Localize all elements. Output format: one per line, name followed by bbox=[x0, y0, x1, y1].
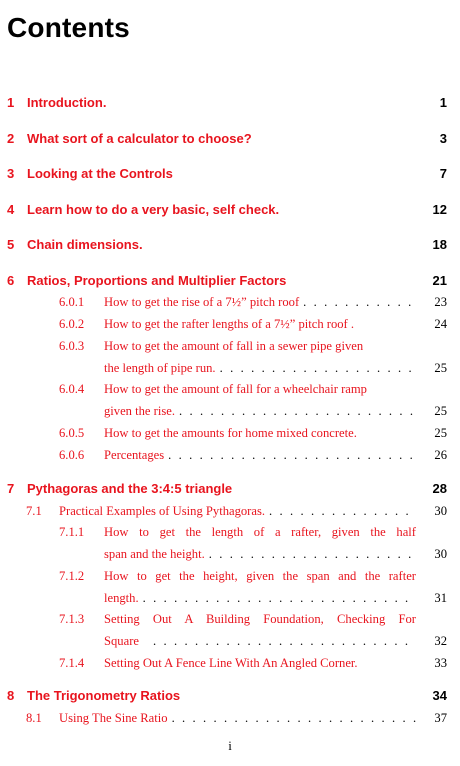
section-title: How to get the rafter lengths of a 7½” pitch roof . bbox=[104, 317, 355, 331]
section-title-line-1: How to get the height, given the span and the rafter bbox=[104, 569, 416, 583]
page-number: 25 bbox=[434, 404, 447, 418]
section-title-line-2: the length of pipe run. bbox=[104, 361, 216, 375]
section-number: 6.0.2 bbox=[59, 317, 85, 331]
section-title-line-1: Setting Out A Building Foundation, Checking For bbox=[104, 612, 416, 626]
dot-leader bbox=[139, 634, 416, 649]
section-title-line-2: given the rise. bbox=[104, 404, 175, 418]
toc-chapter-1[interactable] bbox=[7, 95, 447, 113]
section-number: 8.1 bbox=[26, 711, 42, 725]
dot-leader bbox=[168, 711, 416, 726]
page-number: 34 bbox=[432, 688, 447, 703]
page-number: 31 bbox=[434, 591, 447, 605]
page-number: 7 bbox=[439, 166, 447, 181]
dot-leader bbox=[299, 295, 416, 310]
page-number: 26 bbox=[434, 448, 447, 462]
chapter-title: The Trigonometry Ratios bbox=[27, 688, 181, 703]
page-number: 30 bbox=[434, 504, 447, 518]
section-title-line-2: length. bbox=[104, 591, 139, 605]
chapter-title: What sort of a calculator to choose? bbox=[27, 131, 252, 146]
section-number: 6.0.6 bbox=[59, 448, 85, 462]
section-title: Setting Out A Fence Line With An Angled Corner. bbox=[104, 656, 358, 670]
section-number: 7.1.2 bbox=[59, 569, 85, 583]
section-number: 6.0.5 bbox=[59, 426, 85, 440]
chapter-number: 6 bbox=[7, 273, 15, 288]
section-title: Percentages bbox=[104, 448, 165, 462]
page-title: Contents bbox=[7, 12, 130, 43]
page-number: 24 bbox=[434, 317, 447, 331]
toc-chapter-7[interactable] bbox=[7, 481, 447, 499]
section-number: 6.0.1 bbox=[59, 295, 85, 309]
dot-leader bbox=[139, 591, 416, 606]
chapter-number: 5 bbox=[7, 237, 15, 252]
chapter-title: Ratios, Proportions and Multiplier Factors bbox=[27, 273, 287, 288]
chapter-number: 3 bbox=[7, 166, 15, 181]
page-footer-number: i bbox=[228, 738, 232, 753]
section-title-line-1: How to get the amount of fall in a sewer pipe given bbox=[104, 339, 364, 353]
dot-leader bbox=[265, 504, 416, 519]
dot-leader bbox=[175, 404, 416, 419]
page-number: 18 bbox=[432, 237, 447, 252]
toc-chapter-6[interactable] bbox=[7, 273, 447, 291]
chapter-number: 4 bbox=[7, 202, 15, 217]
toc-chapter-3[interactable] bbox=[7, 166, 447, 184]
chapter-title: Chain dimensions. bbox=[27, 237, 143, 252]
page-number: 21 bbox=[432, 273, 447, 288]
chapter-title: Learn how to do a very basic, self check. bbox=[27, 202, 280, 217]
chapter-number: 1 bbox=[7, 95, 15, 110]
section-number: 7.1.1 bbox=[59, 525, 85, 539]
section-title-line-1: How to get the length of a rafter, given the half bbox=[104, 525, 416, 539]
section-title: How to get the amounts for home mixed concrete. bbox=[104, 426, 357, 440]
chapter-title: Pythagoras and the 3:4:5 triangle bbox=[27, 481, 233, 496]
dot-leader bbox=[164, 448, 416, 463]
section-number: 7.1 bbox=[26, 504, 42, 518]
toc-chapter-2[interactable] bbox=[7, 131, 447, 149]
chapter-number: 7 bbox=[7, 481, 15, 496]
toc-chapter-4[interactable] bbox=[7, 202, 447, 220]
section-number: 6.0.3 bbox=[59, 339, 85, 353]
section-title: Using The Sine Ratio bbox=[59, 711, 168, 725]
toc-chapter-8[interactable] bbox=[7, 688, 447, 706]
page-number: 28 bbox=[432, 481, 447, 496]
chapter-title: Looking at the Controls bbox=[27, 166, 173, 181]
section-number: 7.1.4 bbox=[59, 656, 85, 670]
section-title: How to get the rise of a 7½” pitch roof bbox=[104, 295, 300, 309]
page-number: 3 bbox=[439, 131, 447, 146]
page-number: 1 bbox=[439, 95, 447, 110]
page-number: 12 bbox=[432, 202, 447, 217]
chapter-title: Introduction. bbox=[27, 95, 107, 110]
section-number: 6.0.4 bbox=[59, 382, 85, 396]
chapter-number: 8 bbox=[7, 688, 15, 703]
toc-chapter-5[interactable] bbox=[7, 237, 447, 255]
page-number: 33 bbox=[434, 656, 447, 670]
dot-leader bbox=[216, 361, 416, 376]
section-title: Practical Examples of Using Pythagoras. bbox=[59, 504, 266, 518]
section-number: 7.1.3 bbox=[59, 612, 85, 626]
page-number: 25 bbox=[434, 426, 447, 440]
chapter-number: 2 bbox=[7, 131, 15, 146]
page-number: 30 bbox=[434, 547, 447, 561]
section-title-line-2: Square bbox=[104, 634, 139, 648]
page-number: 32 bbox=[434, 634, 447, 648]
dot-leader bbox=[205, 547, 416, 562]
section-title-line-2: span and the height. bbox=[104, 547, 205, 561]
section-title-line-1: How to get the amount of fall for a wheelchair ramp bbox=[104, 382, 367, 396]
page-number: 23 bbox=[434, 295, 447, 309]
page-number: 25 bbox=[434, 361, 447, 375]
page-number: 37 bbox=[434, 711, 447, 725]
